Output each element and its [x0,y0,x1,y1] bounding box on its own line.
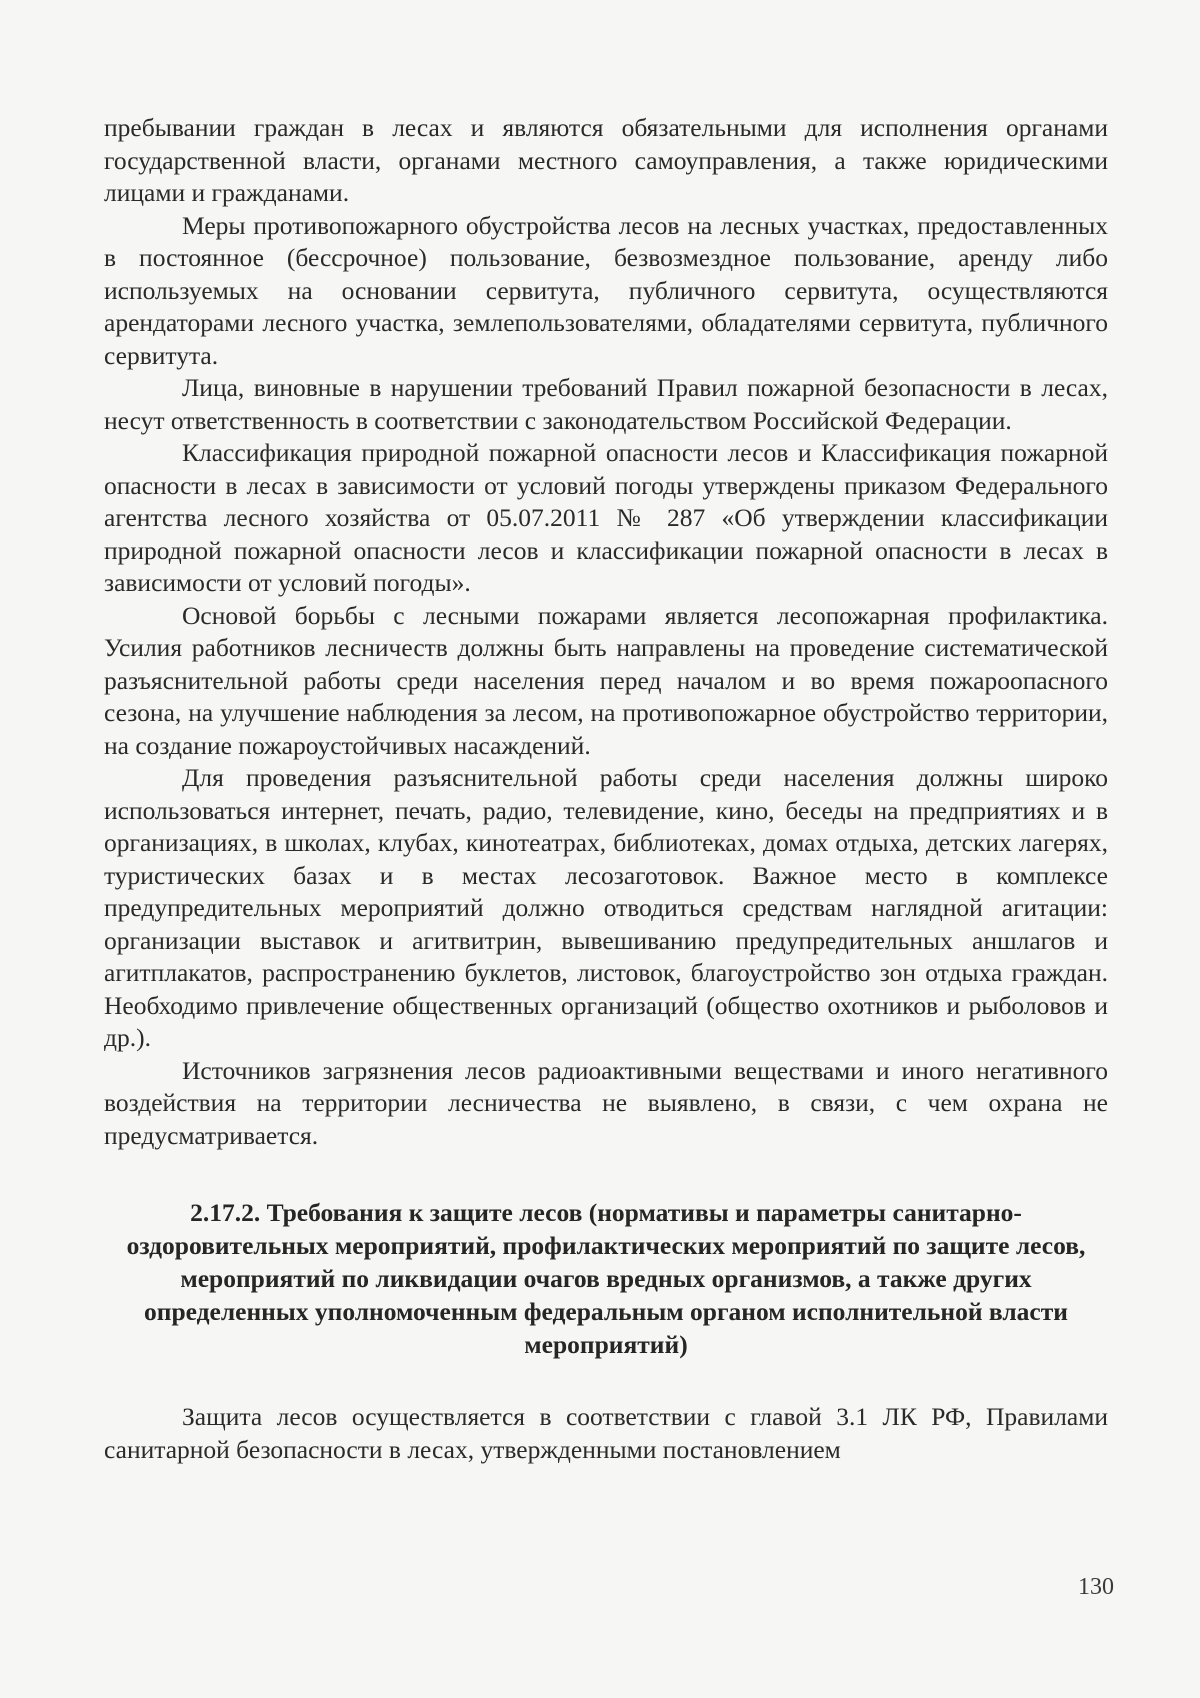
paragraph-prevention: Основой борьбы с лесными пожарами является лесопожарная профилактика. Усилия работников лесничеств должны быть направлены на проведение систематической разъяснительной работы среди населения перед началом и во время пожароопасного сезона, на улучшение наблюдения за лесом, на противопожарное обустройство территории, на создание пожароустойчивых насаждений. [104,600,1108,760]
page-number: 130 [1078,1574,1114,1600]
paragraph-liability: Лица, виновные в нарушении требований Правил пожарной безопасности в лесах, несут ответственность в соответствии с законодательством Российской Федерации. [104,373,1108,435]
paragraph-classification: Классификация природной пожарной опасности лесов и Классификация пожарной опасности в лесах в зависимости от условий погоды утверждены приказом Федерального агентства лесного хозяйства от 05.07.2011 № 287 «Об утверждении классификации природной пожарной опасности лесов и классификации пожарной опасности в лесах в зависимости от условий погоды». [104,438,1108,597]
document-body [104,112,1108,1466]
paragraph-contamination: Источников загрязнения лесов радиоактивными веществами и иного негативного воздействия на территории лесничества не выявлено, в связи, с чем охрана не предусматривается. [104,1055,1108,1150]
section-heading: 2.17.2. Требования к защите лесов (нормативы и параметры санитарно-оздоровительных мероприятий, профилактических мероприятий по защите лесов, мероприятий по ликвидации очагов вредных организмов, а также других определенных уполномоченным федеральным органом исполнительной власти мероприятий) [126,1198,1086,1359]
paragraph-fire-measures: Меры противопожарного обустройства лесов на лесных участках, предоставленных в постоянное (бессрочное) пользование, безвозмездное пользование, аренду либо используемых на основании сервитута, публичного сервитута, осуществляются арендаторами лесного участка, землепользователями, обладателями сервитута, публичного сервитута. [104,210,1108,370]
paragraph-forest-protection: Защита лесов осуществляется в соответствии с главой 3.1 ЛК РФ, Правилами санитарной безопасности в лесах, утвержденными постановлением [104,1402,1108,1464]
paragraph-continuation: пребывании граждан в лесах и являются обязательными для исполнения органами государственной власти, органами местного самоуправления, а также юридическими лицами и гражданами. [104,113,1108,207]
paragraph-outreach: Для проведения разъяснительной работы среди населения должны широко использоваться интернет, печать, радио, телевидение, кино, беседы на предприятиях и в организациях, в школах, клубах, кинотеатрах, библиотеках, домах отдыха, детских лагерях, туристических базах и в местах лесозаготовок. Важное место в комплексе предупредительных мероприятий должно отводиться средствам наглядной агитации: организации выставок и агитвитрин, вывешиванию предупредительных аншлагов и агитплакатов, распространению буклетов, листовок, благоустройство зон отдыха граждан. Необходимо привлечение общественных организаций (общество охотников и рыболовов и др.). [104,763,1108,1052]
